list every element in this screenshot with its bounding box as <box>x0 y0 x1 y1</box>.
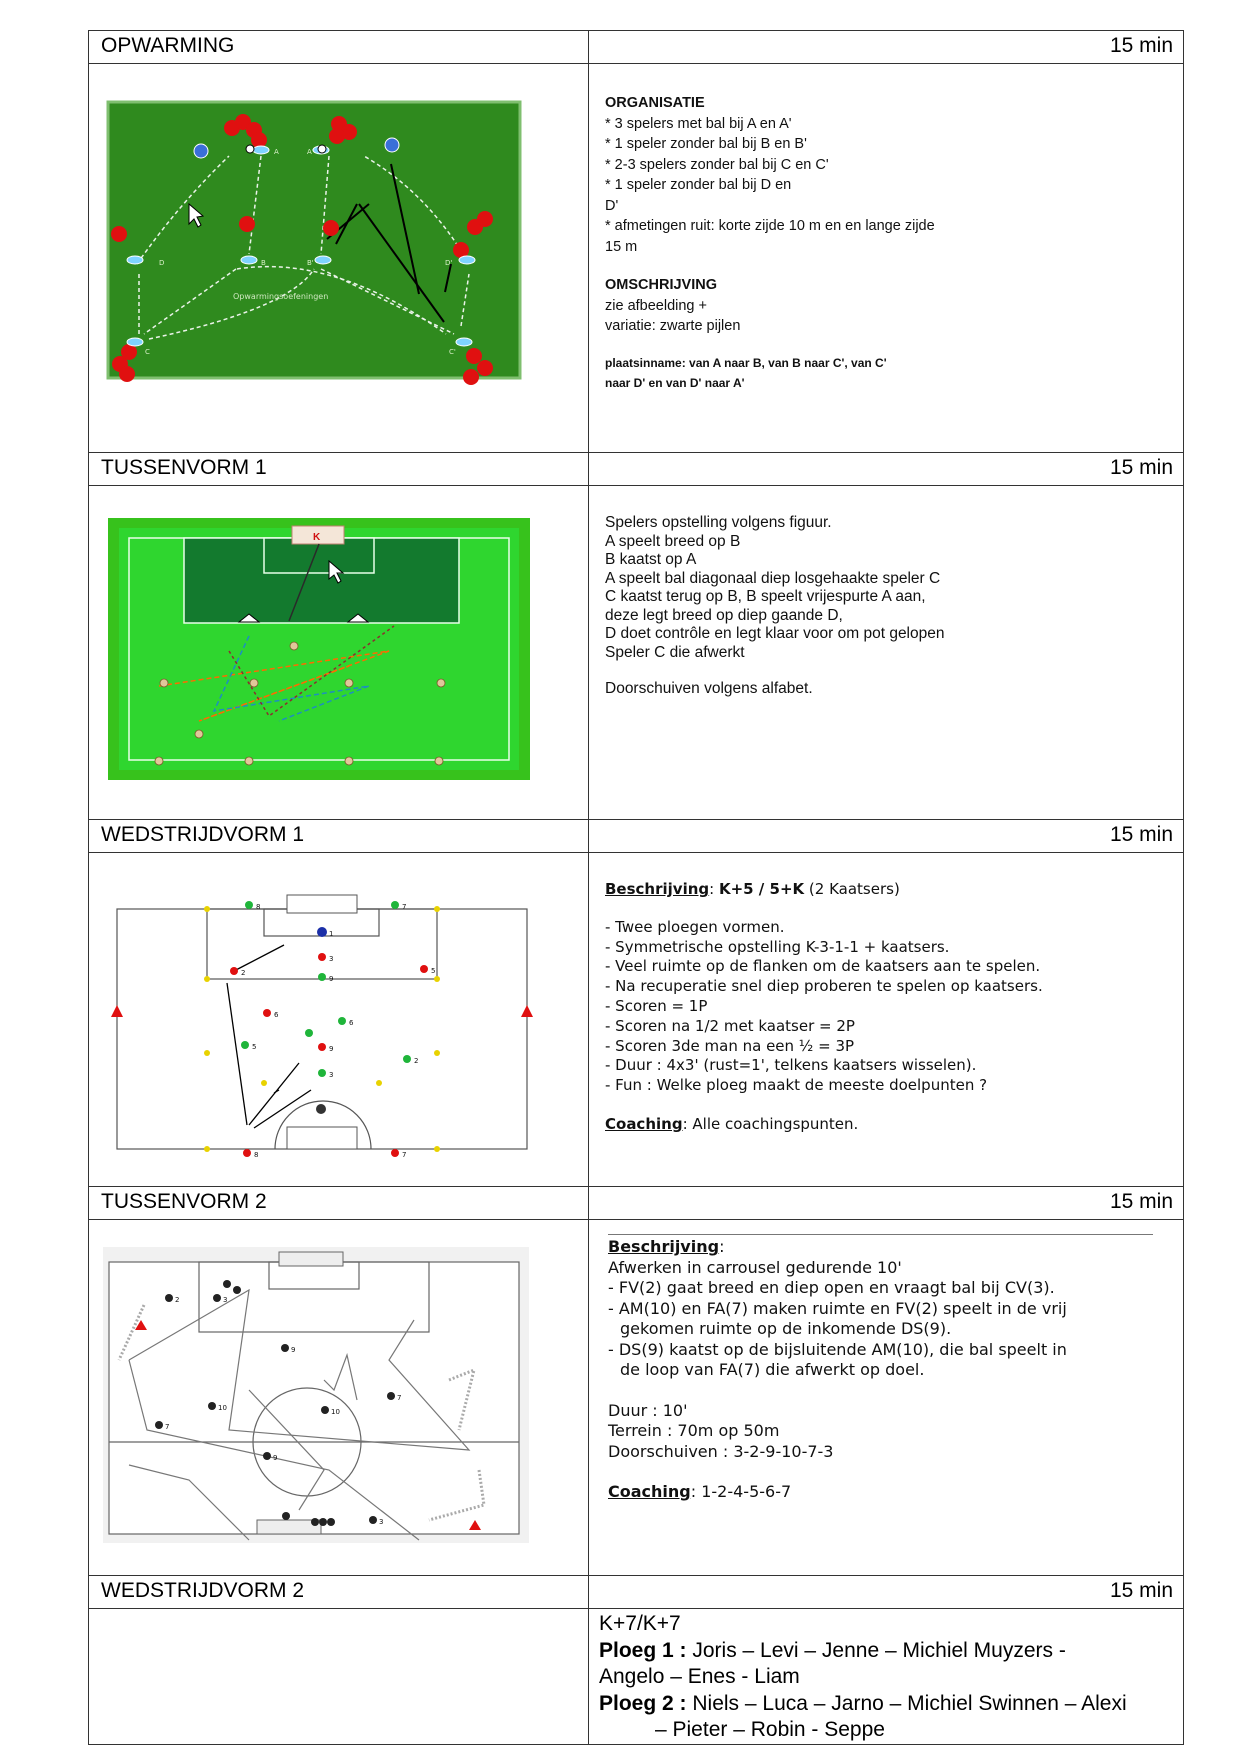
terrain-line: Terrein : 70m op 50m <box>608 1421 780 1440</box>
intermediate-1-text-cell <box>589 486 1184 820</box>
svg-text:1: 1 <box>329 930 334 938</box>
ball-icon <box>246 145 254 153</box>
coaching-label: Coaching <box>608 1482 691 1501</box>
svg-text:2: 2 <box>414 1057 419 1065</box>
section-duration: 15 min <box>589 453 1184 486</box>
section-title: TUSSENVORM 2 <box>89 1187 589 1220</box>
description-label: Beschrijving <box>605 880 710 898</box>
ball-icon <box>318 145 326 153</box>
svg-text:C: C <box>145 348 150 356</box>
team-2-line <box>599 1691 1175 1718</box>
match-1-figure-cell <box>89 853 589 1187</box>
bullet-item: - Na recuperatie snel diep proberen te spelen op kaatsers. <box>605 977 1043 996</box>
section-header-intermediate-1 <box>89 453 1184 486</box>
svg-text:2: 2 <box>241 969 246 977</box>
svg-text:D': D' <box>445 259 453 267</box>
bullet-item: - Scoren na 1/2 met kaatser = 2P <box>605 1016 855 1035</box>
bullet-item: - Duur : 4x3' (rust=1', telkens kaatsers wisselen). <box>605 1056 977 1075</box>
match-2-text-cell <box>589 1609 1184 1745</box>
svg-text:A: A <box>274 148 279 156</box>
text-line: Afwerken in carrousel gedurende 10' <box>608 1257 902 1277</box>
desc-item: zie afbeelding + <box>605 297 707 314</box>
text-line: Spelers opstelling volgens figuur. <box>605 514 832 531</box>
text-line: A speelt breed op B <box>605 532 741 550</box>
text-line: C kaatst terug op B, B speelt vrijespurte A aan, <box>605 588 926 605</box>
description-label: Beschrijving <box>608 1237 720 1256</box>
text-line: Speler C die afwerkt <box>605 643 745 661</box>
text-line: Doorschuiven volgens alfabet. <box>605 680 813 697</box>
org-item: * 2-3 spelers zonder bal bij C en C' <box>605 156 829 173</box>
svg-text:9: 9 <box>329 975 334 983</box>
team-1-players: Joris – Levi – Jenne – Michiel Muyzers - <box>692 1638 1066 1662</box>
pitch <box>109 1262 519 1534</box>
match-format: K+7/K+7 <box>599 1612 681 1635</box>
svg-text:8: 8 <box>254 1151 259 1159</box>
bullet-item: - Veel ruimte op de flanken om de kaatsers aan te spelen. <box>605 957 1041 976</box>
grass-field <box>108 102 520 378</box>
intermediate-2-diagram <box>89 1220 576 1575</box>
svg-text:B': B' <box>307 259 314 267</box>
description-value: K+5 / 5+K <box>718 880 805 898</box>
svg-text:3: 3 <box>329 1071 334 1079</box>
svg-text:7: 7 <box>397 1394 402 1402</box>
team-1-label: Ploeg 1 : <box>599 1638 687 1662</box>
training-plan-table <box>88 30 1184 1745</box>
intermediate-2-figure-cell <box>89 1220 589 1576</box>
team-1-line <box>599 1638 1175 1665</box>
svg-text:9: 9 <box>273 1454 278 1462</box>
svg-text:9: 9 <box>329 1045 334 1053</box>
text-line: B kaatst op A <box>605 551 697 568</box>
section-title: WEDSTRIJDVORM 1 <box>89 820 589 853</box>
section-body-intermediate-1 <box>89 486 1184 820</box>
team-2-players: Niels – Luca – Jarno – Michiel Swinnen – Alexi <box>692 1691 1127 1715</box>
text-line: deze legt breed op diep gaande D, <box>605 606 843 624</box>
rotation-line: Doorschuiven : 3-2-9-10-7-3 <box>608 1441 834 1461</box>
intermediate-2-text-cell <box>589 1220 1184 1576</box>
section-body-intermediate-2 <box>89 1220 1184 1576</box>
svg-text:7: 7 <box>402 903 407 911</box>
intermediate-1-figure-cell <box>89 486 589 820</box>
warmup-text-cell <box>589 64 1184 453</box>
section-duration: 15 min <box>589 31 1184 64</box>
team-2-label: Ploeg 2 : <box>599 1691 687 1715</box>
svg-text:A': A' <box>307 148 314 156</box>
org-item: 15 m <box>605 238 638 255</box>
duration-line: Duur : 10' <box>608 1400 688 1420</box>
svg-text:6: 6 <box>349 1019 354 1027</box>
section-duration: 15 min <box>589 820 1184 853</box>
desc-heading: OMSCHRIJVING <box>605 277 717 293</box>
section-body-warmup <box>89 64 1184 453</box>
section-body-match-2 <box>89 1609 1184 1745</box>
svg-text:5: 5 <box>252 1043 257 1051</box>
svg-text:7: 7 <box>402 1151 407 1159</box>
goal-bottom <box>287 1127 357 1149</box>
team-1-players-cont: Angelo – Enes - Liam <box>599 1665 800 1688</box>
section-header-match-1 <box>89 820 1184 853</box>
section-title: TUSSENVORM 1 <box>89 453 589 486</box>
org-item: * 1 speler zonder bal bij D en <box>605 177 792 193</box>
bullet-item: - Scoren 3de man na een ½ = 3P <box>605 1036 855 1055</box>
warmup-diagram <box>89 64 576 452</box>
section-title: WEDSTRIJDVORM 2 <box>89 1576 589 1609</box>
svg-text:6: 6 <box>274 1011 279 1019</box>
coaching-value: Alle coachingspunten. <box>692 1114 859 1133</box>
section-body-match-1 <box>89 853 1184 1187</box>
bullet-item: - Scoren = 1P <box>605 996 708 1015</box>
svg-text:8: 8 <box>256 903 261 911</box>
description-extra: (2 Kaatsers) <box>808 880 900 898</box>
text-line: - FV(2) gaat breed en diep open en vraagt bal bij CV(3). <box>608 1278 1055 1297</box>
text-line: A speelt bal diagonaal diep losgehaakte speler C <box>605 569 941 587</box>
org-item: * 1 speler zonder bal bij B en B' <box>605 136 807 152</box>
svg-text:3: 3 <box>379 1518 384 1526</box>
training-plan-document <box>88 30 1184 1745</box>
svg-text:3: 3 <box>329 955 334 963</box>
text-line: de loop van FA(7) die afwerkt op doel. <box>620 1360 925 1379</box>
placement-item: naar D' en van D' naar A' <box>605 376 745 390</box>
desc-item: variatie: zwarte pijlen <box>605 318 741 334</box>
svg-text:D: D <box>159 259 165 267</box>
match-1-diagram <box>89 853 576 1186</box>
bullet-item: - Fun : Welke ploeg maakt de meeste doelpunten ? <box>605 1076 988 1095</box>
org-heading: ORGANISATIE <box>605 95 705 111</box>
org-item: * afmetingen ruit: korte zijde 10 m en en lange zijde <box>605 218 935 234</box>
svg-text:10: 10 <box>331 1408 340 1416</box>
section-header-warmup <box>89 31 1184 64</box>
intermediate-1-diagram <box>89 486 576 819</box>
coaching-line: Coaching: 1-2-4-5-6-7 <box>608 1482 792 1501</box>
goal-top <box>279 1252 343 1266</box>
svg-text:C': C' <box>449 348 456 356</box>
svg-text:10: 10 <box>218 1404 227 1412</box>
svg-text:3: 3 <box>223 1296 228 1304</box>
description-line: Beschrijving: K+5 / 5+K (2 Kaatsers) <box>605 880 900 898</box>
section-title: OPWARMING <box>89 31 589 64</box>
bullet-item: - Symmetrische opstelling K-3-1-1 + kaatsers. <box>605 937 950 956</box>
svg-text:9: 9 <box>291 1346 296 1354</box>
bullet-item: - Twee ploegen vormen. <box>605 917 785 936</box>
svg-text:B: B <box>261 259 266 267</box>
text-line: D doet contrôle en legt klaar voor om pot gelopen <box>605 625 945 642</box>
svg-text:2: 2 <box>175 1296 180 1304</box>
svg-text:5: 5 <box>431 967 436 975</box>
warmup-figure-cell <box>89 64 589 453</box>
section-header-intermediate-2 <box>89 1187 1184 1220</box>
coaching-line: Coaching: Alle coachingspunten. <box>605 1114 859 1133</box>
description-line: Beschrijving: <box>608 1237 725 1256</box>
section-header-match-2 <box>89 1576 1184 1609</box>
placement-item: plaatsinname: van A naar B, van B naar C', van C' <box>605 355 887 370</box>
match-2-empty-cell <box>89 1609 589 1745</box>
coaching-label: Coaching <box>605 1114 683 1133</box>
match-1-text-cell <box>589 853 1184 1187</box>
figure-caption: Opwarmingsoefeningen <box>233 292 329 301</box>
svg-text:K: K <box>313 532 321 543</box>
section-duration: 15 min <box>589 1187 1184 1220</box>
text-line: gekomen ruimte op de inkomende DS(9). <box>620 1319 952 1338</box>
team-2-players-cont: – Pieter – Robin - Seppe <box>655 1718 885 1741</box>
org-item: * 3 spelers met bal bij A en A' <box>605 115 792 132</box>
text-line: - AM(10) en FA(7) maken ruimte en FV(2) speelt in de vrij <box>608 1298 1067 1318</box>
org-item: D' <box>605 197 619 214</box>
text-line: - DS(9) kaatst op de bijsluitende AM(10), die bal speelt in <box>608 1339 1067 1359</box>
coaching-value: 1-2-4-5-6-7 <box>701 1482 792 1501</box>
svg-text:7: 7 <box>165 1423 170 1431</box>
goal-top <box>287 895 357 913</box>
section-duration: 15 min <box>589 1576 1184 1609</box>
